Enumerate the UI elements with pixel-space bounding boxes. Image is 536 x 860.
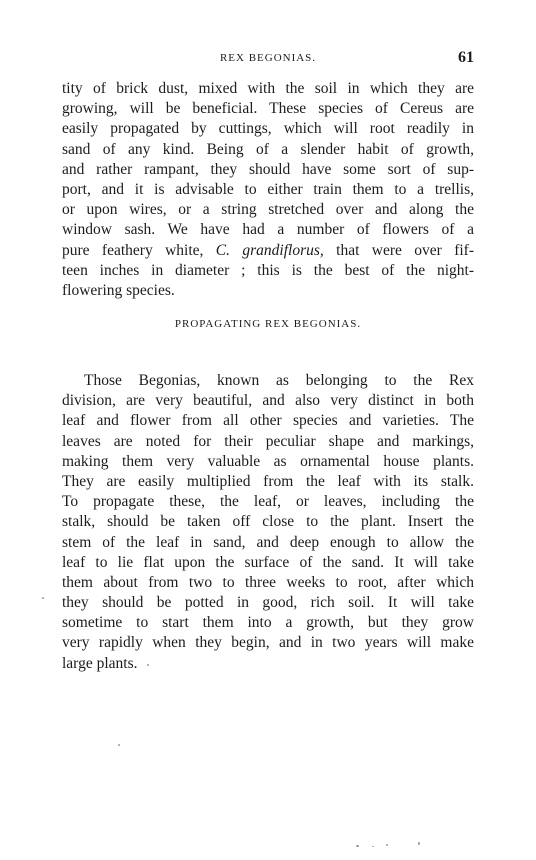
text-line: and rather rampant, they should have some sort of sup- [62, 160, 474, 178]
text-line: leaf and flower from all other species and varieties. The [62, 412, 474, 430]
text-line-with-italic [62, 241, 474, 261]
text-line: easily propagated by cuttings, which will root readily in [62, 120, 474, 138]
text-line-last: flowering species. [62, 281, 175, 299]
paragraph-cereus [62, 79, 474, 301]
paper-speck [356, 845, 359, 847]
text-line: making them very valuable as ornamental house plants. [62, 452, 474, 470]
text-line: port, and it is advisable to either train them to a trellis, [62, 180, 474, 198]
text-line: leaves are noted for their peculiar shape and markings, [62, 432, 474, 450]
text-line: leaf to lie flat upon the surface of the sand. It will take [62, 553, 474, 571]
paper-speck [147, 664, 149, 666]
text-line: division, are very beautiful, and also very distinct in both [62, 392, 474, 410]
text-line: tity of brick dust, mixed with the soil in which they are [62, 80, 474, 97]
paper-speck [42, 597, 44, 599]
text-line: very rapidly when they begin, and in two years will make [62, 634, 474, 652]
paper-speck [418, 842, 420, 845]
paper-speck [386, 844, 388, 846]
text-line: they should be potted in good, rich soil. It will take [62, 594, 474, 612]
text-line-last: large plants. [62, 654, 138, 672]
running-head [62, 49, 474, 69]
text-line: teen inches in diameter ; this is the best of the night- [62, 261, 474, 279]
species-name-italic: C. grandiflorus, [215, 241, 324, 259]
text-line-indented: Those Begonias, known as belonging to the Rex [84, 372, 474, 389]
text-line: growing, will be beneficial. These species of Cereus are [62, 100, 474, 118]
text-line: To propagate these, the leaf, or leaves, including the [62, 493, 474, 511]
text-line: They are easily multiplied from the leaf with its stalk. [62, 472, 474, 490]
text-line: stem of the leaf in sand, and deep enough to allow the [62, 533, 474, 551]
text-run: that were over fif- [323, 241, 475, 259]
text-line: stalk, should be taken off close to the plant. Insert the [62, 513, 474, 531]
text-line: window sash. We have had a number of flowers of a [62, 221, 474, 239]
paragraph-rex-begonias [62, 371, 474, 674]
section-heading: PROPAGATING REX BEGONIAS. [174, 318, 362, 330]
text-line: sand of any kind. Being of a slender habit of growth, [62, 140, 474, 158]
running-title: REX BEGONIAS. [219, 52, 317, 64]
text-line: sometime to start them into a growth, but they grow [62, 614, 474, 632]
paper-speck [372, 846, 374, 847]
page-number: 61 [458, 49, 474, 66]
text-line: them about from two to three weeks to root, after which [62, 573, 474, 591]
paper-speck [118, 744, 120, 746]
text-run: pure feathery white, [62, 241, 216, 259]
text-line: or upon wires, or a string stretched over and along the [62, 201, 474, 219]
